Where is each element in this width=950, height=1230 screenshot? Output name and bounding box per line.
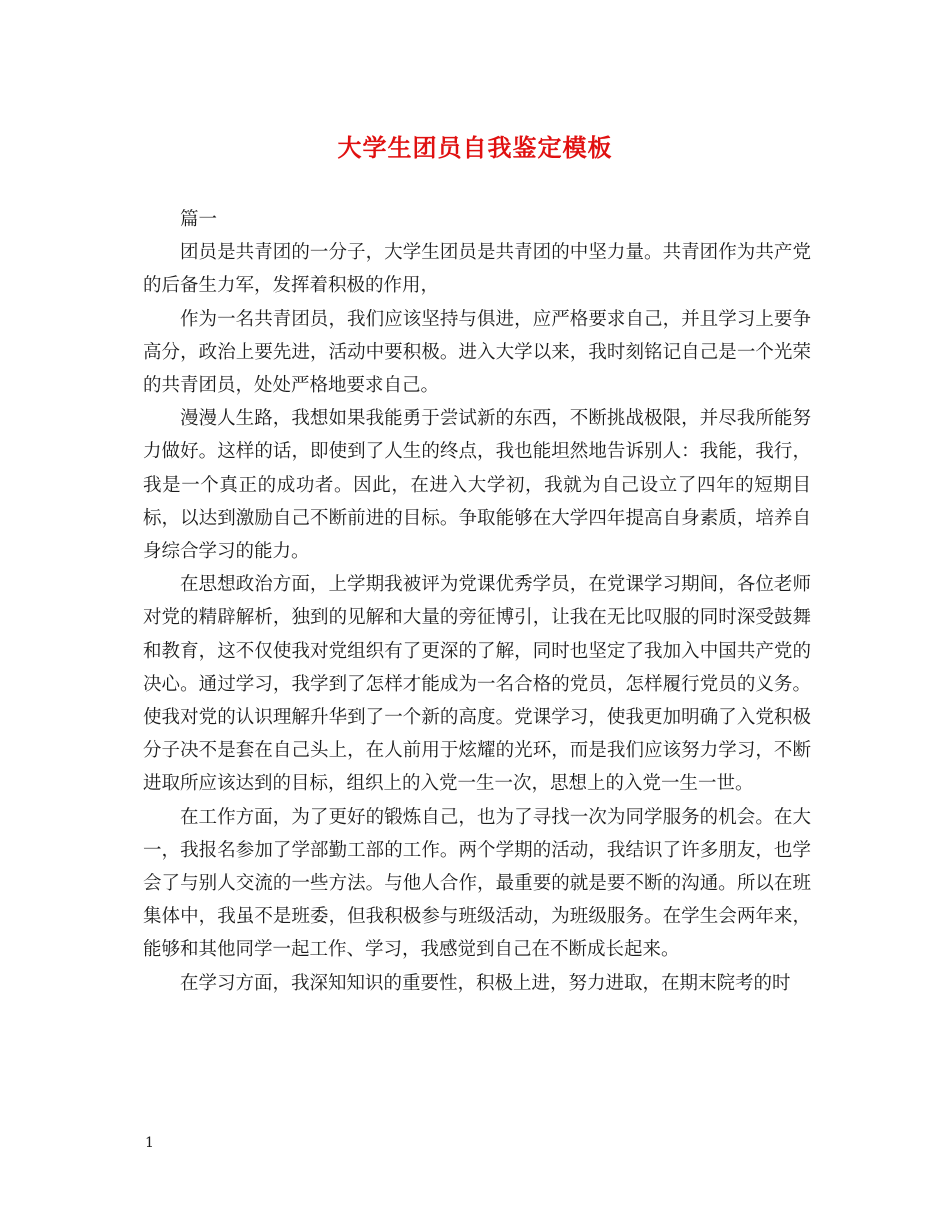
paragraph-2: 作为一名共青团员，我们应该坚持与俱进，应严格要求自己，并且学习上要争高分，政治上要先进，活动中要积极。进入大学以来，我时刻铭记自己是一个光荣的共青团员，处处严格地要求自己。 — [143, 308, 811, 397]
paragraph-3: 漫漫人生路，我想如果我能勇于尝试新的东西，不断挑战极限，并尽我所能努力做好。这样的话，即使到了人生的终点，我也能坦然地告诉别人：我能，我行，我是一个真正的成功者。因此，在进入大学初，我就为自己设立了四年的短期目标，以达到激励自己不断前进的目标。争取能够在大学四年提高自身素质，培养自身综合学习的能力。 — [143, 408, 811, 563]
document-body — [143, 203, 811, 1000]
document-title: 大学生团员自我鉴定模板 — [337, 133, 613, 162]
paragraph-6: 在学习方面，我深知知识的重要性，积极上进，努力进取，在期末院考的时 — [180, 972, 791, 994]
paragraph-4: 在思想政治方面，上学期我被评为党课优秀学员，在党课学习期间，各位老师对党的精辟解析，独到的见解和大量的旁征博引，让我在无比叹服的同时深受鼓舞和教育，这不仅使我对党组织有了更深的了解，同时也坚定了我加入中国共产党的决心。通过学习，我学到了怎样才能成为一名合格的党员，怎样履行党员的义务。使我对党的认识理解升华到了一个新的高度。党课学习，使我更加明确了入党积极分子决不是套在自己头上，在人前用于炫耀的光环，而是我们应该努力学习，不断进取所应该达到的目标，组织上的入党一生一次，思想上的入党一生一世。 — [143, 574, 811, 795]
page-number: 1 — [145, 1135, 154, 1151]
paragraph-1: 团员是共青团的一分子，大学生团员是共青团的中坚力量。共青团作为共产党的后备生力军，发挥着积极的作用， — [143, 242, 811, 297]
paragraph-5: 在工作方面，为了更好的锻炼自己，也为了寻找一次为同学服务的机会。在大一，我报名参加了学部勤工部的工作。两个学期的活动，我结识了许多朋友，也学会了与别人交流的一些方法。与他人合作，最重要的就是要不断的沟通。所以在班集体中，我虽不是班委，但我积极参与班级活动，为班级服务。在学生会两年来，能够和其他同学一起工作、学习，我感觉到自己在不断成长起来。 — [143, 806, 811, 961]
section-label: 篇一 — [180, 209, 218, 230]
